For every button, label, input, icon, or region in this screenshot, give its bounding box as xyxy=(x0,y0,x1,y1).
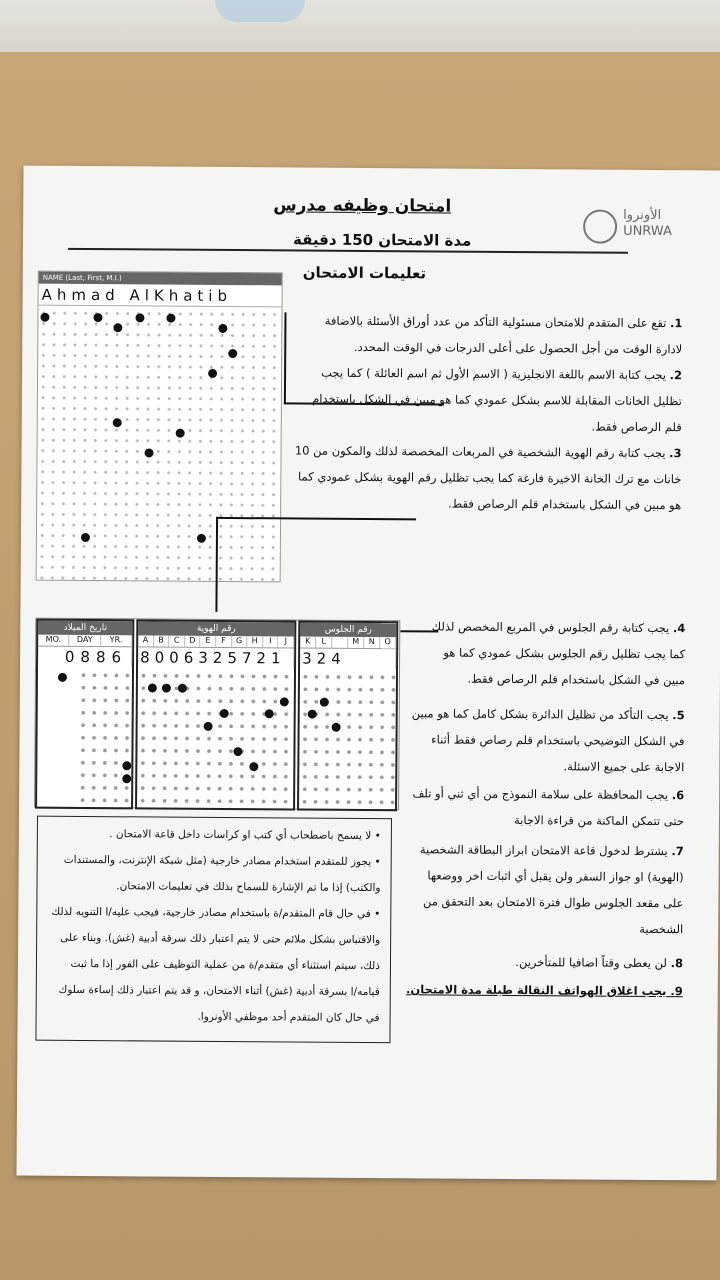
filled-bubble xyxy=(308,710,317,719)
name-grid-label: NAME (Last, First, M.I.) xyxy=(39,272,282,286)
un-emblem-icon xyxy=(583,209,617,243)
filled-bubble xyxy=(144,448,153,457)
background-top xyxy=(0,0,720,60)
filled-bubble xyxy=(320,698,329,707)
instruction-9: 9. يجب اغلاق الهواتف النقالة طيلة مدة الامتحان. xyxy=(406,982,683,999)
seat-cols: K L M N O xyxy=(300,637,396,650)
instruction-1: 1. تقع على المتقدم للامتحان مسئولية التأكد من عدد أوراق الأسئلة بالاضافة لادارة الوقت من أجل الحصول على أعلى الدرجات في الوقت المحدد. xyxy=(324,313,683,357)
instruction-4: 4. يجب كتابة رقم الجلوس في المربع المخصص لذلك كما يجب تظليل رقم الجلوس بشكل عمودي كما هو مبين في الشكل باستخدام قلم الرصاص فقط. xyxy=(431,619,686,688)
exam-paper xyxy=(16,166,720,1181)
filled-bubble xyxy=(81,533,90,542)
seat-bubbles xyxy=(299,671,396,808)
id-cols: A B C D E F G H I J xyxy=(138,635,294,648)
id-bubbles xyxy=(137,669,294,806)
instructions-title: تعليمات الامتحان xyxy=(302,263,427,283)
instruction-7: 7. يشترط لدخول قاعة الامتحان ابراز البطاقة الشخصية (الهوية) او جواز السفر ولن يقبل أي اثبات اخر ووضعها على مقعد الجلوس طوال فترة الامتحان بعد التحقق من الشخصية xyxy=(419,842,684,937)
arrow-line xyxy=(215,517,218,612)
filled-bubble xyxy=(148,683,157,692)
rule-item: • في حال قام المتقدم/ة باستخدام مصادر خارجية، فيجب عليه/ا التنويه لذلك والاقتباس بشكل ملائم حتى لا يتم اعتبار ذلك سرقة أدبية (غش). وبناء على ذلك، سيتم استثناء أي متقدم/ة من عملية التوظيف على الفور إذا ما ثبت قيامه/ا بسرقة أدبية (غش) أثناء الامتحان، و قد يتم اعتبار ذلك إساءة سلوك في حال كان المتقدم أحد موظفي الأونروا. xyxy=(51,905,381,1025)
instruction-2: 2. يجب كتابة الاسم باللغة الانجليزية ( الاسم الأول ثم اسم العائلة ) كما يجب تظليل الخانات المقابلة للاسم بشكل عمودي كما هو مبين في الشكل باستخدام قلم الرصاص فقط. xyxy=(312,365,683,435)
filled-bubble xyxy=(265,709,274,718)
filled-bubble xyxy=(280,697,289,706)
filled-bubble xyxy=(332,723,341,732)
logo-text: الأونروا UNRWA xyxy=(623,207,672,240)
filled-bubble xyxy=(197,534,206,543)
filled-bubble xyxy=(113,323,122,332)
rules-box xyxy=(35,816,392,1043)
filled-bubble xyxy=(122,774,131,783)
dob-bubbles xyxy=(77,669,132,805)
seat-value: 324 xyxy=(300,649,396,670)
filled-bubble xyxy=(166,314,175,323)
filled-bubble xyxy=(218,324,227,333)
dob-value: 0886 xyxy=(38,647,132,668)
dob-label: تاريخ الميلاد xyxy=(38,621,132,636)
filled-bubble xyxy=(228,349,237,358)
bottle xyxy=(215,0,305,22)
name-grid-value: Ahmad AlKhatib xyxy=(39,284,282,308)
filled-bubble xyxy=(208,369,217,378)
filled-bubble xyxy=(135,313,144,322)
filled-bubble xyxy=(204,722,213,731)
name-bubble-grid xyxy=(36,271,283,583)
dob-cols: MO. DAY YR. xyxy=(38,635,132,648)
seat-section xyxy=(297,620,398,811)
id-section xyxy=(135,619,296,810)
filled-bubble xyxy=(93,313,102,322)
instruction-5: 5. يجب التأكد من تظليل الدائرة بشكل كامل كما هو مبين في الشكل التوضيحي باستخدام قلم رصاص فقط أثناء الاجابة على جميع الاسئلة. xyxy=(411,706,685,775)
instruction-3: 3. يجب كتابة رقم الهوية الشخصية في المربعات المخصصة لذلك والمكون من 10 خانات مع ترك الخانة الاخيرة فارغة كما يجب تظليل رقم الهوية بشكل عمودي كما هو مبين في الشكل باستخدام قلم الرصاص فقط. xyxy=(294,443,682,513)
filled-bubble xyxy=(113,418,122,427)
name-bubbles xyxy=(37,308,284,582)
seat-label: رقم الجلوس xyxy=(300,623,396,638)
filled-bubble xyxy=(178,684,187,693)
unrwa-logo xyxy=(583,207,678,248)
filled-bubble xyxy=(176,429,185,438)
filled-bubble xyxy=(220,709,229,718)
instruction-8: 8. لن يعطى وقتاً اضافيا للمتأخرين. xyxy=(515,955,684,971)
exam-duration: مدة الامتحان 150 دقيقة xyxy=(292,230,472,250)
filled-bubble xyxy=(162,684,171,693)
dob-section xyxy=(35,619,134,810)
id-value: 8006325721 xyxy=(138,647,294,668)
rule-item: • لا يسمح باصطحاب أي كتب او كراسات داخل قاعة الامتحان . xyxy=(109,828,381,843)
filled-bubble xyxy=(58,673,67,682)
rule-item: • يجوز للمتقدم استخدام مصادر خارجية (مثل شبكة الإنترنت، والمستندات والكتب) إذا ما تم الإشارة للسماح بذلك في تعليمات الامتحان. xyxy=(63,853,381,895)
filled-bubble xyxy=(122,761,131,770)
exam-title: امتحان وظيفه مدرس xyxy=(273,195,452,217)
id-label: رقم الهوية xyxy=(138,621,294,636)
filled-bubble xyxy=(233,747,242,756)
filled-bubble xyxy=(40,313,49,322)
bubble-sheet xyxy=(34,618,400,811)
arrow-line xyxy=(284,312,287,404)
instruction-6: 6. يجب المحافظة على سلامة النموذج من أي ثني أو تلف حتى تتمكن الماكنة من قراءة الاجابة xyxy=(412,786,685,829)
filled-bubble xyxy=(249,762,258,771)
